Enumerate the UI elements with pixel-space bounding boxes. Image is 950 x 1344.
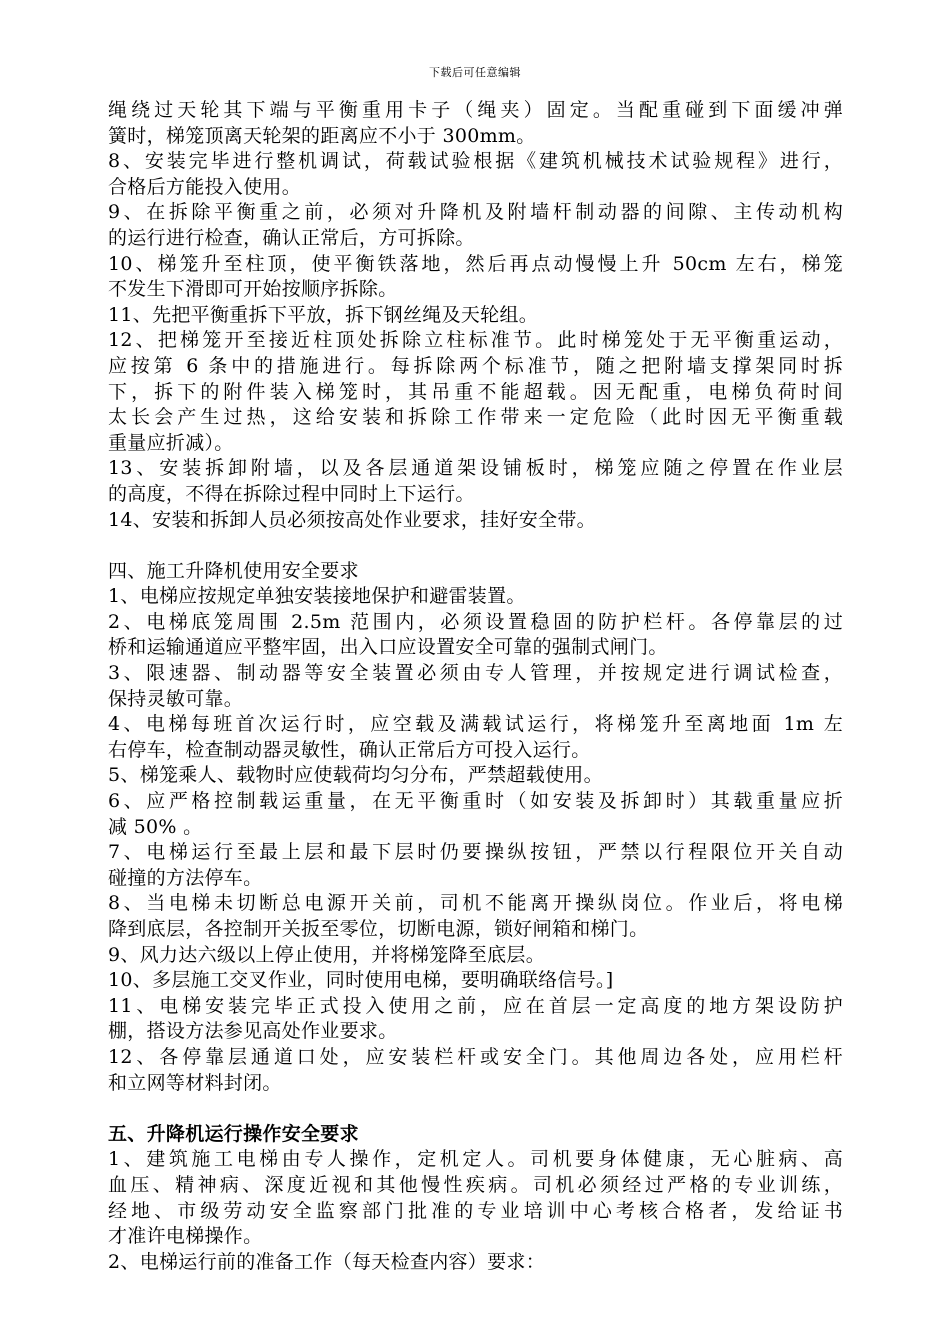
paragraph-line: 减 50% 。 [108, 815, 203, 838]
section-heading: 四、施工升降机使用安全要求 [108, 559, 359, 582]
paragraph-line: 12、把梯笼开至接近柱顶处拆除立柱标准节。此时梯笼处于无平衡重运动， [108, 329, 843, 352]
paragraph-line: 合格后方能投入使用。 [108, 175, 302, 198]
paragraph-line: 血压、精神病、深度近视和其他慢性疾病。司机必须经过严格的专业训练， [108, 1173, 843, 1196]
paragraph-line: 和立网等材料封闭。 [108, 1071, 282, 1094]
paragraph-line: 9、在拆除平衡重之前，必须对升降机及附墙杆制动器的间隙、主传动机构 [108, 201, 843, 224]
paragraph-line: 重量应折减）。 [108, 431, 234, 454]
paragraph-line: 12、各停靠层通道口处，应安装栏杆或安全门。其他周边各处，应用栏杆 [108, 1045, 843, 1068]
paragraph-line: 6、应严格控制载运重量，在无平衡重时（如安装及拆卸时）其载重量应折 [108, 790, 843, 813]
paragraph-line: 2、电梯运行前的准备工作（每天检查内容）要求： [108, 1250, 545, 1273]
page-header-note: 下载后可任意编辑 [429, 66, 521, 79]
paragraph-line: 经地、市级劳动安全监察部门批准的专业培训中心考核合格者，发给证书 [108, 1199, 843, 1222]
paragraph-line: 1、电梯应按规定单独安装接地保护和避雷装置。 [108, 585, 526, 608]
paragraph-line: 9、风力达六级以上停止使用，并将梯笼降至底层。 [108, 943, 545, 966]
paragraph-line: 11、电梯安装完毕正式投入使用之前，应在首层一定高度的地方架设防护 [108, 994, 843, 1017]
paragraph-line: 桥和运输通道应平整牢固，出入口应设置安全可靠的强制式闸门。 [108, 636, 668, 659]
paragraph-line: 14、安装和拆卸人员必须按高处作业要求，挂好安全带。 [108, 508, 596, 531]
paragraph-line: 8、安装完毕进行整机调试，荷载试验根据《建筑机械技术试验规程》进行， [108, 150, 843, 173]
paragraph-line: 的高度，不得在拆除过程中同时上下运行。 [108, 482, 475, 505]
paragraph-line: 降到底层，各控制开关扳至零位，切断电源，锁好闸箱和梯门。 [108, 918, 649, 940]
paragraph-line: 簧时，梯笼顶离天轮架的距离应不小于 300mm。 [108, 124, 536, 147]
paragraph-line: 5、梯笼乘人、载物时应使载荷均匀分布，严禁超载使用。 [108, 764, 603, 787]
blank-line [108, 1096, 843, 1122]
paragraph-line: 8、当电梯未切断总电源开关前，司机不能离开操纵岗位。作业后，将电梯 [108, 892, 843, 915]
paragraph-line: 棚，搭设方法参见高处作业要求。 [108, 1020, 398, 1043]
paragraph-line: 11、先把平衡重拆下平放，拆下钢丝绳及天轮组。 [108, 303, 539, 326]
paragraph-line: 4、电梯每班首次运行时，应空载及满载试运行，将梯笼升至离地面 1m 左 [108, 713, 843, 736]
paragraph-line: 2、电梯底笼周围 2.5m 范围内，必须设置稳固的防护栏杆。各停靠层的过 [108, 610, 843, 633]
paragraph-line: 碰撞的方法停车。 [108, 866, 263, 889]
section-heading-bold: 五、升降机运行操作安全要求 [108, 1122, 359, 1145]
paragraph-line: 13、安装拆卸附墙，以及各层通道架设铺板时，梯笼应随之停置在作业层 [108, 457, 843, 480]
document-body [108, 98, 843, 1275]
paragraph-line: 3、限速器、制动器等安全装置必须由专人管理，并按规定进行调试检查， [108, 662, 843, 685]
paragraph-line: 才准许电梯操作。 [108, 1225, 263, 1248]
paragraph-line: 下，拆下的附件装入梯笼时，其吊重不能超载。因无配重，电梯负荷时间 [108, 380, 843, 403]
paragraph-line: 太长会产生过热，这给安装和拆除工作带来一定危险（此时因无平衡重载 [108, 406, 843, 429]
paragraph-line: 保持灵敏可靠。 [108, 687, 244, 710]
paragraph-line: 7、电梯运行至最上层和最下层时仍要操纵按钮，严禁以行程限位开关自动 [108, 841, 843, 864]
paragraph-line: 绳绕过天轮其下端与平衡重用卡子（绳夹）固定。当配重碰到下面缓冲弹 [108, 99, 843, 121]
paragraph-line: 10、梯笼升至柱顶，使平衡铁落地，然后再点动慢慢上升 50cm 左右，梯笼 [108, 252, 843, 275]
blank-line [108, 533, 843, 559]
paragraph-line: 右停车，检查制动器灵敏性，确认正常后方可投入运行。 [108, 738, 591, 761]
paragraph-line: 1、建筑施工电梯由专人操作，定机定人。司机要身体健康，无心脏病、高 [108, 1148, 843, 1171]
paragraph-line: 应按第 6 条中的措施进行。每拆除两个标准节，随之把附墙支撑架同时拆 [108, 354, 843, 377]
paragraph-line: 10、多层施工交叉作业，同时使用电梯，要明确联络信号。] [108, 969, 614, 992]
paragraph-line: 不发生下滑即可开始按顺序拆除。 [108, 278, 398, 301]
paragraph-line: 的运行进行检查，确认正常后，方可拆除。 [108, 226, 475, 249]
